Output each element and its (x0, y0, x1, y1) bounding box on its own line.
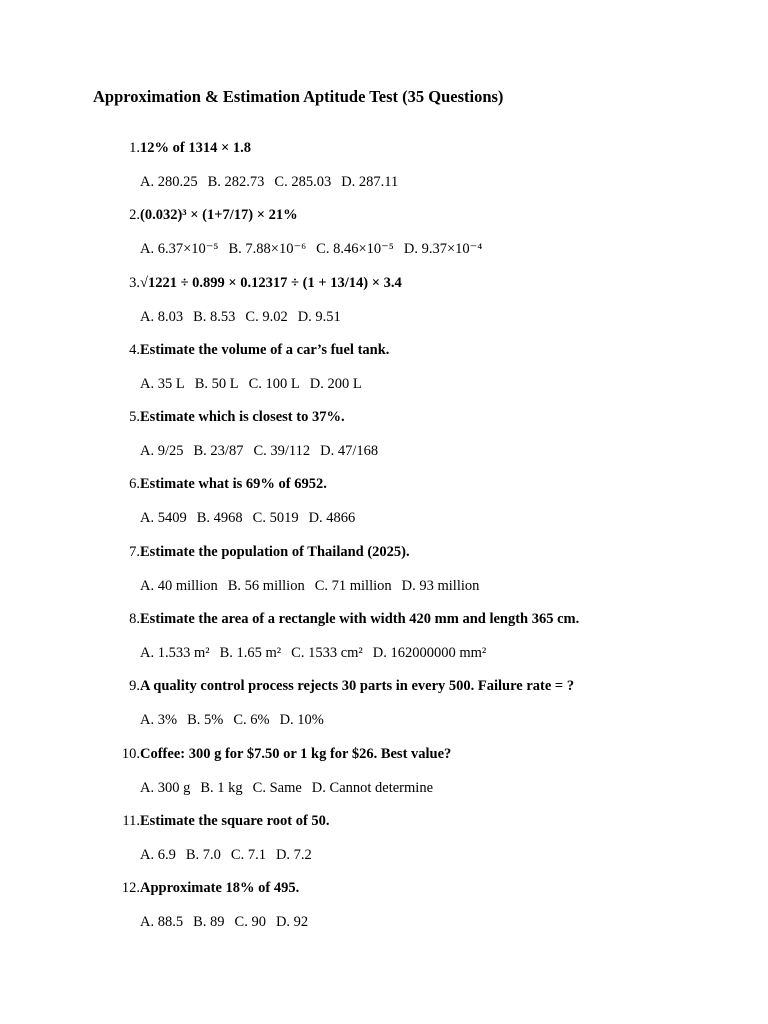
answer-options (140, 376, 372, 393)
question-item (0, 140, 768, 207)
answer-options (140, 847, 322, 864)
answer-option: C. 7.1 (230, 846, 266, 863)
question-text: Estimate the square root of 50. (140, 812, 330, 829)
question-item (0, 409, 768, 476)
question-header (0, 342, 768, 364)
answer-option: B. 1.65 m² (219, 645, 282, 662)
answer-option: A. 8.03 (140, 308, 184, 325)
answer-options (140, 780, 443, 797)
answer-option: C. 71 million (314, 577, 392, 594)
answer-options (140, 645, 496, 662)
answer-option: B. 282.73 (207, 174, 265, 190)
answer-option: B. 8.53 (193, 308, 236, 325)
answer-option: B. 23/87 (193, 443, 244, 460)
answer-option: D. 9.51 (297, 308, 341, 325)
question-text: Estimate what is 69% of 6952. (140, 476, 327, 493)
question-header (0, 746, 768, 768)
answer-option: D. 47/168 (320, 443, 379, 460)
answer-options (140, 914, 318, 931)
answer-option: C. 6% (233, 712, 270, 729)
question-number: 7. (129, 543, 140, 560)
question-number: 10. (121, 745, 140, 762)
answer-option: C. 1533 cm² (291, 645, 363, 662)
answer-options (140, 578, 489, 595)
question-header (0, 611, 768, 633)
question-text: (0.032)³ × (1+7/17) × 21% (140, 207, 298, 224)
question-list (0, 140, 768, 948)
answer-option: A. 40 million (140, 577, 218, 594)
answer-option: A. 3% (140, 712, 178, 729)
answer-option: A. 6.9 (140, 846, 176, 863)
question-header (0, 140, 768, 162)
question-header (0, 409, 768, 431)
answer-option: B. 7.88×10⁻⁶ (228, 241, 307, 258)
answer-options (140, 309, 351, 326)
question-header (0, 544, 768, 566)
question-item (0, 880, 768, 947)
question-number: 6. (129, 476, 140, 493)
question-header (0, 880, 768, 902)
question-text: Estimate the population of Thailand (2025). (140, 543, 410, 560)
question-text: Estimate which is closest to 37%. (140, 409, 345, 426)
question-item (0, 207, 768, 274)
answer-option: D. 4866 (308, 510, 356, 527)
question-header (0, 275, 768, 297)
question-number: 11. (122, 812, 140, 829)
question-number: 8. (129, 611, 140, 628)
question-number: 9. (129, 678, 140, 695)
answer-options (140, 241, 492, 258)
answer-option: B. 1 kg (200, 779, 243, 796)
answer-option: C. 9.02 (245, 308, 288, 325)
answer-option: C. 285.03 (274, 174, 332, 190)
answer-option: D. 7.2 (275, 846, 312, 863)
answer-option: D. 10% (279, 712, 324, 729)
answer-options (140, 712, 334, 729)
question-item (0, 746, 768, 813)
answer-options (140, 174, 408, 191)
question-header (0, 678, 768, 700)
question-text: √1221 ÷ 0.899 × 0.12317 ÷ (1 + 13/14) × 3.4 (140, 274, 402, 291)
answer-option: A. 6.37×10⁻⁵ (140, 241, 219, 258)
answer-option: A. 280.25 (140, 174, 198, 190)
answer-option: D. 93 million (401, 577, 480, 594)
answer-option: A. 35 L (140, 375, 185, 392)
question-item (0, 476, 768, 543)
question-number: 2. (129, 207, 140, 224)
question-text: A quality control process rejects 30 parts in every 500. Failure rate = ? (140, 678, 575, 695)
question-text: Approximate 18% of 495. (140, 880, 300, 897)
question-item (0, 342, 768, 409)
question-text: 12% of 1314 × 1.8 (140, 140, 251, 156)
answer-option: A. 1.533 m² (140, 645, 210, 662)
answer-option: D. Cannot determine (311, 779, 434, 796)
question-header (0, 813, 768, 835)
answer-option: A. 9/25 (140, 443, 184, 460)
answer-option: D. 9.37×10⁻⁴ (403, 241, 483, 258)
answer-option: D. 287.11 (341, 174, 399, 190)
answer-option: B. 89 (193, 914, 225, 931)
answer-options (140, 443, 388, 460)
answer-option: D. 200 L (309, 375, 362, 392)
answer-option: A. 300 g (140, 779, 191, 796)
answer-option: C. 5019 (252, 510, 299, 527)
answer-option: D. 162000000 mm² (372, 645, 487, 662)
answer-option: C. 39/112 (253, 443, 311, 460)
question-number: 4. (129, 341, 140, 358)
answer-option: B. 56 million (227, 577, 305, 594)
answer-option: A. 88.5 (140, 914, 184, 931)
answer-option: B. 7.0 (185, 846, 221, 863)
question-header (0, 476, 768, 498)
answer-option: C. 90 (234, 914, 266, 931)
answer-option: B. 5% (187, 712, 224, 729)
document-title: Approximation & Estimation Aptitude Test (35 Questions) (93, 87, 504, 106)
question-item (0, 611, 768, 678)
answer-option: C. 8.46×10⁻⁵ (316, 241, 394, 258)
question-text: Estimate the area of a rectangle with width 420 mm and length 365 cm. (140, 611, 580, 628)
question-item (0, 275, 768, 342)
question-text: Estimate the volume of a car’s fuel tank. (140, 341, 390, 358)
answer-option: C. Same (252, 779, 302, 796)
question-number: 3. (129, 274, 140, 291)
question-number: 12. (121, 880, 140, 897)
question-item (0, 813, 768, 880)
question-item (0, 678, 768, 745)
answer-option: B. 4968 (196, 510, 243, 527)
answer-option: A. 5409 (140, 510, 187, 527)
question-number: 1. (129, 140, 140, 156)
question-header (0, 207, 768, 229)
answer-option: C. 100 L (248, 375, 300, 392)
answer-option: D. 92 (275, 914, 309, 931)
question-item (0, 544, 768, 611)
question-text: Coffee: 300 g for $7.50 or 1 kg for $26. Best value? (140, 745, 452, 762)
question-number: 5. (129, 409, 140, 426)
answer-option: B. 50 L (194, 375, 239, 392)
answer-options (140, 510, 365, 527)
